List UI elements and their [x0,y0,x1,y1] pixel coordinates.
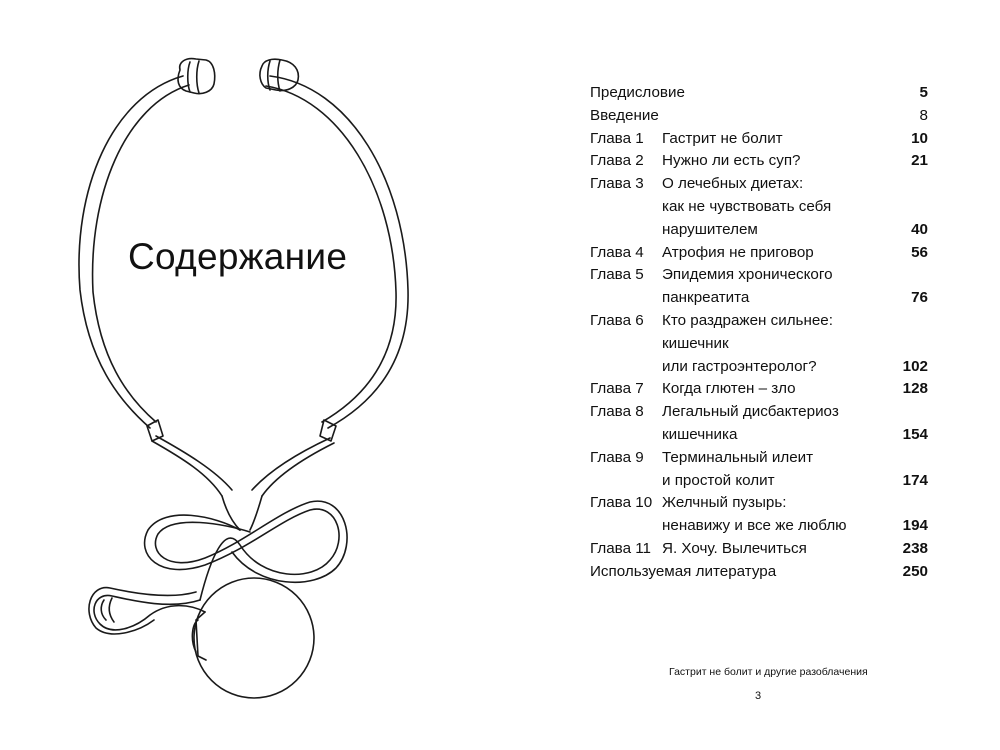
toc-page-number: 128 [902,380,928,398]
toc-label: Глава 8 [590,403,644,421]
toc-label: Глава 11 [590,539,652,557]
toc-label: Глава 9 [590,448,644,466]
toc-title: Гастрит не болит [662,129,783,147]
toc-row [590,401,928,424]
toc-row [590,173,928,196]
toc-title: как не чувствовать себя [662,197,832,215]
toc-title: кишечника [662,425,738,443]
running-title: Гастрит не болит и другие разоблачения [669,666,868,678]
toc-page-number: 40 [911,220,928,238]
toc-label: Глава 5 [590,266,644,284]
toc-row [590,424,928,447]
toc-row [590,82,928,105]
toc-row [590,128,928,151]
toc-title: О лечебных диетах: [662,175,804,193]
toc-page-number: 174 [902,471,928,489]
toc-page-number: 238 [902,539,928,557]
toc-page-number: 76 [911,289,928,307]
toc-row [590,356,928,379]
toc-row [590,264,928,287]
ferrule-right [320,420,336,441]
page-number: 3 [755,690,762,702]
toc-row [590,561,928,584]
toc-label: Введение [590,106,659,124]
toc-title: Когда глютен – зло [662,380,796,398]
toc-title: Легальный дисбактериоз [662,403,839,421]
toc-title: Желчный пузырь: [662,494,787,512]
chest-piece [192,578,314,698]
toc-page-number: 56 [911,243,928,261]
toc-label: Предисловие [590,84,685,101]
toc-title: ненавижу и все же люблю [662,517,847,535]
toc-page-number: 194 [902,517,928,535]
toc-label: Глава 3 [590,175,644,193]
toc-page-number: 8 [919,106,928,124]
toc-label: Глава 10 [590,494,653,512]
toc-title: Я. Хочу. Вылечиться [662,539,807,557]
table-of-contents [590,82,928,584]
toc-title: и простой колит [662,471,775,489]
toc-row [590,470,928,493]
toc-row [590,219,928,242]
toc-title: Нужно ли есть суп? [662,152,801,170]
toc-row [590,333,928,356]
toc-row [590,492,928,515]
toc-page-number: 10 [911,129,928,147]
toc-title: Кто раздражен сильнее: [662,311,833,329]
toc-row [590,150,928,173]
toc-row [590,287,928,310]
toc-row [590,447,928,470]
toc-row [590,196,928,219]
toc-title: нарушителем [662,220,758,238]
toc-label: Глава 4 [590,243,644,261]
toc-label: Глава 6 [590,311,644,329]
toc-page-number: 250 [902,562,928,580]
toc-page-number: 154 [902,425,928,443]
toc-title: Атрофия не приговор [662,243,814,261]
toc-title: или гастроэнтеролог? [662,357,817,375]
toc-row [590,378,928,401]
toc-row [590,310,928,333]
stethoscope-illustration [60,40,440,730]
toc-label: Глава 7 [590,380,644,398]
toc-title: Терминальный илеит [662,448,814,466]
toc-title: панкреатита [662,289,750,307]
toc-row [590,538,928,561]
toc-row [590,242,928,265]
toc-row [590,105,928,128]
toc-page-number: 102 [902,357,928,375]
toc-title: Эпидемия хронического [662,266,833,284]
toc-page-number: 5 [919,84,928,101]
toc-label: Используемая литература [590,562,777,580]
toc-page-number: 21 [911,152,928,170]
contents-heading: Содержание [128,236,348,277]
toc-row [590,515,928,538]
toc-label: Глава 1 [590,129,644,147]
toc-title: кишечник [662,334,729,352]
toc-label: Глава 2 [590,152,644,170]
